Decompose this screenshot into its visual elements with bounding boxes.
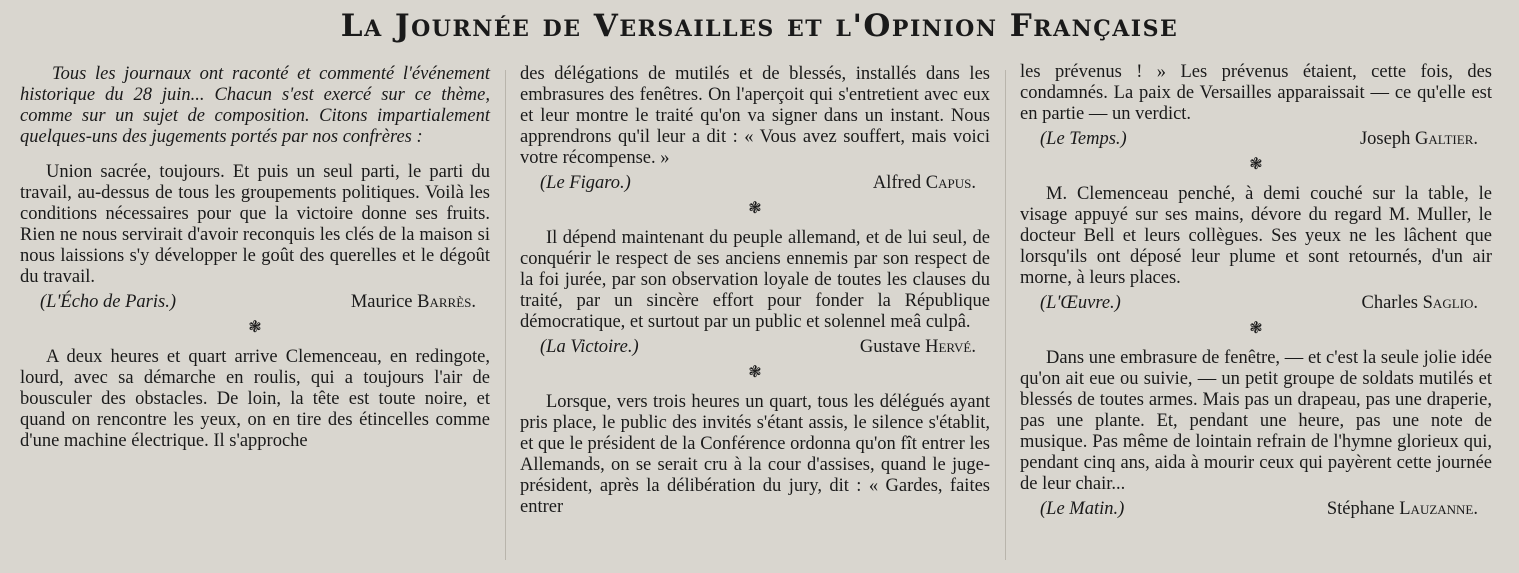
column-3 <box>1020 62 1492 520</box>
source-author: Charles Saglio. <box>1361 293 1478 313</box>
column-1 <box>20 64 490 452</box>
quote-paragraph: Dans une embrasure de fenêtre, — et c'est la seule jolie idée qu'on ait eue ou suivie, — un petit groupe de soldats mutilés et blessés de toutes armes. Mais pas un drapeau, pas une draperie, pas une plante. Et, pendant une heure, pas une note de musique. Pas même de lointain refrain de l'hymne glorieux qui, pendant cinq ans, aida à mourir ceux qui payèrent cette journée de leur chair... <box>1020 348 1492 494</box>
ornament-icon: ❃ <box>248 319 262 336</box>
source-publication: (L'Écho de Paris.) <box>40 292 177 312</box>
article-title: La Journée de Versailles et l'Opinion Française <box>340 8 1179 44</box>
quote-paragraph: A deux heures et quart arrive Clemenceau, en redingote, lourd, avec sa démarche en roulis, qui a toujours l'air de bousculer des obstacles. De loin, la tête est toute noire, et quand on rencontre les yeux, on en tire des étincelles comme d'une machine électrique. Il s'approche <box>20 347 490 451</box>
source-author: Joseph Galtier. <box>1359 129 1478 149</box>
ornament-icon: ❃ <box>748 364 762 381</box>
source-line <box>520 337 990 358</box>
column-2 <box>520 64 990 518</box>
quote-paragraph: Il dépend maintenant du peuple allemand, et de lui seul, de conquérir le respect de ses anciens ennemis par son respect de la foi jurée, par son observation loyale de toutes les clauses du traité, par un sincère effort pour fonder la République démocratique, et surtout par un public et solennel meâ culpâ. <box>520 228 990 332</box>
source-publication: (Le Matin.) <box>1040 499 1125 519</box>
source-line <box>520 173 990 194</box>
source-author: Gustave Hervé. <box>859 337 976 357</box>
ornament-icon: ❃ <box>1249 320 1263 337</box>
source-publication: (Le Temps.) <box>1040 129 1127 149</box>
quote-paragraph: des délégations de mutilés et de blessés, installés dans les embrasures des fenêtres. On l'aperçoit qui s'entretient avec eux et leur montre le traité qu'on va signer dans un instant. Nous apprendrons qu'il leur a dit : « Vous avez souffert, mais voici votre récompense. » <box>520 64 990 168</box>
source-author: Stéphane Lauzanne. <box>1326 499 1478 519</box>
ornament-icon: ❃ <box>748 200 762 217</box>
column-divider <box>1005 70 1006 560</box>
quote-paragraph: les prévenus ! » Les prévenus étaient, cette fois, des condamnés. La paix de Versailles apparaissait — ce qu'elle est en partie — un verdict. <box>1020 62 1492 124</box>
column-divider <box>505 70 506 560</box>
intro-paragraph: Tous les journaux ont raconté et commenté l'événement historique du 28 juin... Chacun s'est exercé sur ce thème, comme sur un sujet de composition. Citons impartialement quelques-uns des jugements portés par nos confrères : <box>20 64 490 147</box>
source-publication: (La Victoire.) <box>540 337 639 357</box>
source-line <box>1020 129 1492 150</box>
source-line <box>1020 293 1492 314</box>
source-author: Alfred Capus. <box>872 173 976 193</box>
ornament-icon: ❃ <box>1249 156 1263 173</box>
quote-paragraph: Lorsque, vers trois heures un quart, tous les délégués ayant pris place, le public des invités s'étant assis, le silence s'établit, et que le président de la Conférence ordonna qu'on fît entrer les Allemands, on se serait cru à la cour d'assises, quand le juge-président, après la délibération du jury, dit : « Gardes, faites entrer <box>520 392 990 517</box>
source-line <box>20 292 490 313</box>
source-author: Maurice Barrès. <box>350 292 476 312</box>
source-line <box>1020 499 1492 520</box>
source-publication: (Le Figaro.) <box>540 173 631 193</box>
quote-paragraph: Union sacrée, toujours. Et puis un seul parti, le parti du travail, au-dessus de tous les groupements politiques. Voilà les conditions nécessaires pour que la victoire donne ses fruits. Rien ne nous servirait d'avoir reconquis les clés de la maison si nous laissions s'y développer le goût des querelles et le dégoût du travail. <box>20 162 490 287</box>
source-publication: (L'Œuvre.) <box>1040 293 1121 313</box>
quote-paragraph: M. Clemenceau penché, à demi couché sur la table, le visage appuyé sur ses mains, dévore du regard M. Muller, le docteur Bell et leurs collègues. Ses yeux ne les lâchent que lorsqu'ils ont déposé leur plume et sont retournés, d'un air morne, à leurs places. <box>1020 184 1492 288</box>
